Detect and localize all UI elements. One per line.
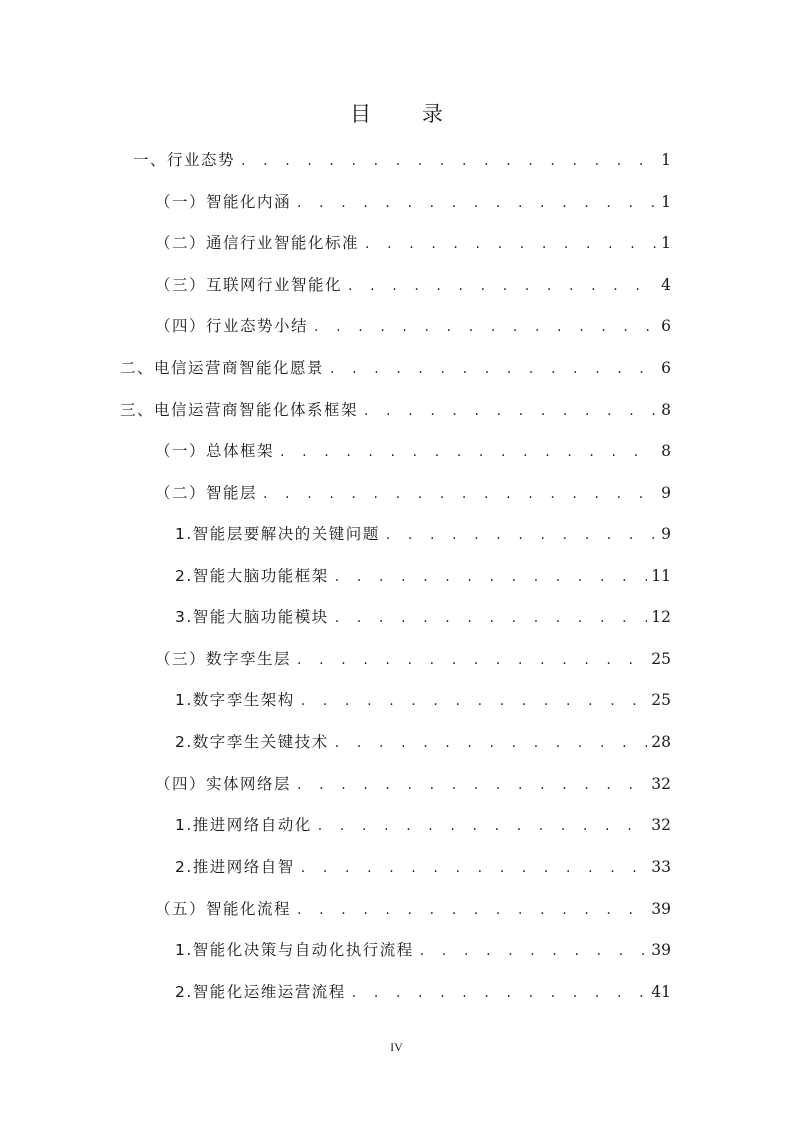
toc-entry[interactable] (175, 938, 671, 962)
toc-entry[interactable] (120, 356, 671, 380)
toc-entry-label: （四）实体网络层 (155, 775, 292, 793)
toc-entry-page: 4 (661, 276, 671, 294)
toc-entry-label: （二）智能层 (155, 484, 258, 502)
page-number: IV (390, 1040, 403, 1054)
toc-entry-label: （三）互联网行业智能化 (155, 276, 343, 294)
dot-leader (352, 981, 647, 1005)
toc-entry-page: 32 (651, 816, 671, 834)
toc-entry-label: 3.智能大脑功能模块 (175, 608, 329, 626)
toc-entry[interactable] (133, 148, 671, 172)
toc-entry-label: 1.智能化决策与自动化执行流程 (175, 941, 414, 959)
toc-entry-label: （二）通信行业智能化标准 (155, 234, 360, 252)
toc-entry[interactable] (175, 813, 671, 837)
toc-entry[interactable] (155, 190, 671, 214)
toc-entry-label: 2.数字孪生关键技术 (175, 733, 329, 751)
dot-leader (318, 814, 647, 838)
toc-entry-label: 三、电信运营商智能化体系框架 (120, 401, 359, 419)
dot-leader (335, 565, 647, 589)
dot-leader (297, 898, 647, 922)
toc-entry-label: 1.数字孪生架构 (175, 691, 295, 709)
toc-entry-label: 2.智能化运维运营流程 (175, 983, 346, 1001)
toc-entry[interactable] (175, 855, 671, 879)
toc-entry[interactable] (155, 314, 671, 338)
toc-entry-page: 1 (661, 193, 671, 211)
toc-entry-label: （五）智能化流程 (155, 900, 292, 918)
toc-entry-label: （四）行业态势小结 (155, 317, 309, 335)
toc-entry-page: 9 (661, 484, 671, 502)
toc-entry-label: 一、行业态势 (133, 151, 236, 169)
dot-leader (365, 232, 657, 256)
dot-leader (348, 274, 657, 298)
dot-leader (301, 689, 647, 713)
toc-entry-page: 11 (651, 567, 671, 585)
dot-leader (297, 191, 657, 215)
toc-entry-page: 25 (651, 691, 671, 709)
dot-leader (263, 482, 657, 506)
toc-entry[interactable] (175, 564, 671, 588)
dot-leader (297, 773, 647, 797)
toc-entry-page: 33 (651, 858, 671, 876)
dot-leader (386, 523, 657, 547)
toc-entry-page: 41 (651, 983, 671, 1001)
toc-entry-page: 32 (651, 775, 671, 793)
toc-entry[interactable] (155, 231, 671, 255)
dot-leader (330, 357, 657, 381)
toc-entry-page: 25 (651, 650, 671, 668)
toc-entry-label: 1.智能层要解决的关键问题 (175, 525, 380, 543)
toc-entry[interactable] (155, 647, 671, 671)
dot-leader (280, 440, 657, 464)
toc-entry-page: 8 (661, 442, 671, 460)
toc-entry-page: 39 (651, 941, 671, 959)
toc-entry-label: 2.推进网络自智 (175, 858, 295, 876)
dot-leader (297, 648, 647, 672)
toc-entry-label: （三）数字孪生层 (155, 650, 292, 668)
toc-entry[interactable] (175, 688, 671, 712)
dot-leader (301, 856, 647, 880)
toc-entry-page: 8 (661, 401, 671, 419)
toc-entry-page: 6 (661, 359, 671, 377)
toc-entry-label: （一）总体框架 (155, 442, 275, 460)
toc-entry[interactable] (155, 897, 671, 921)
toc-entry-label: 1.推进网络自动化 (175, 816, 312, 834)
toc-entry-page: 1 (661, 151, 671, 169)
toc-entry-page: 9 (661, 525, 671, 543)
toc-entry[interactable] (175, 522, 671, 546)
toc-entry[interactable] (155, 481, 671, 505)
dot-leader (241, 149, 657, 173)
toc-entry-page: 39 (651, 900, 671, 918)
toc-entry-label: 二、电信运营商智能化愿景 (120, 359, 325, 377)
dot-leader (420, 939, 647, 963)
dot-leader (335, 731, 647, 755)
toc-entry[interactable] (175, 605, 671, 629)
toc-entry[interactable] (175, 730, 671, 754)
dot-leader (314, 315, 657, 339)
toc-entry-page: 12 (651, 608, 671, 626)
toc-title: 目 录 (350, 102, 465, 126)
dot-leader (335, 606, 647, 630)
toc-entry-page: 6 (661, 317, 671, 335)
toc-entry[interactable] (155, 439, 671, 463)
toc-entry[interactable] (175, 980, 671, 1004)
toc-entry-page: 1 (661, 234, 671, 252)
toc-entry[interactable] (155, 772, 671, 796)
toc-entry-label: （一）智能化内涵 (155, 193, 292, 211)
toc-entry[interactable] (155, 273, 671, 297)
toc-entry-page: 28 (651, 733, 671, 751)
toc-entry[interactable] (120, 398, 671, 422)
toc-entry-label: 2.智能大脑功能框架 (175, 567, 329, 585)
dot-leader (364, 399, 657, 423)
